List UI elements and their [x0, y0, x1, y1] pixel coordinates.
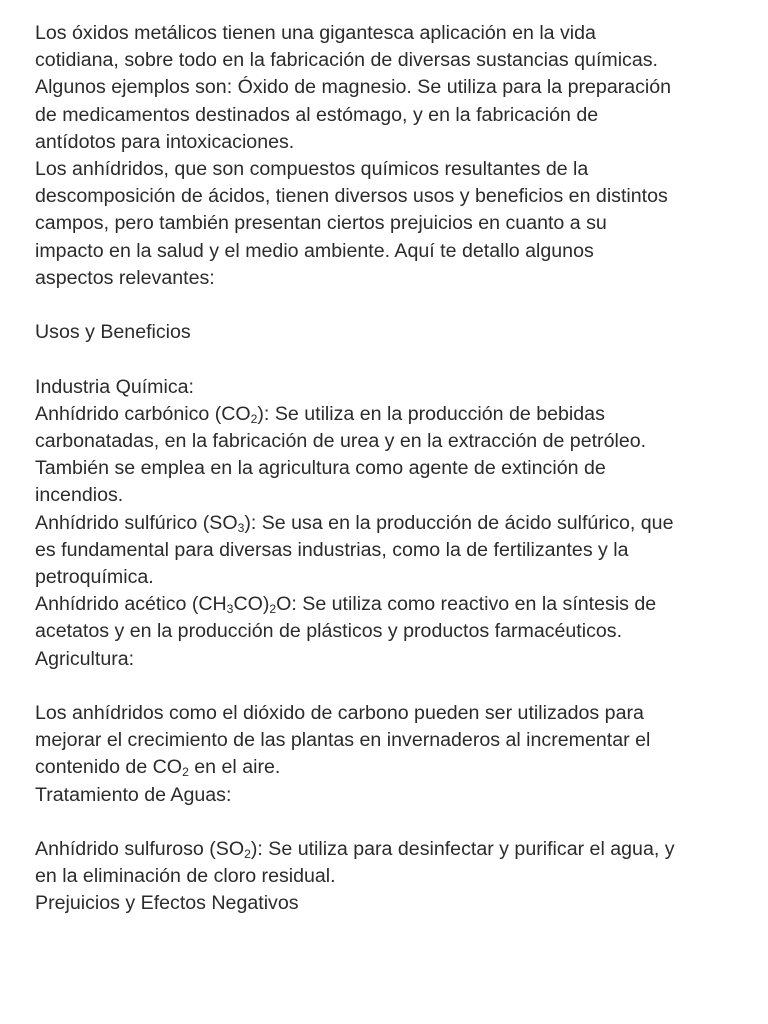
- blank-line: [35, 673, 744, 700]
- industry-heading: Industria Química:: [35, 375, 194, 398]
- intro-line: aspectos relevantes:: [35, 266, 215, 289]
- acetic-text-post: O: Se utiliza como reactivo en la síntesis de: [276, 593, 657, 616]
- intro-line: campos, pero también presentan ciertos prejuicios en cuanto a su: [35, 212, 607, 235]
- co2-line: [35, 401, 744, 428]
- acetic-subscript-2: 2: [269, 602, 277, 617]
- acetic-text-mid: CO): [233, 593, 270, 616]
- so3-subscript: 3: [237, 520, 245, 535]
- section-heading-uses: Usos y Beneficios: [35, 321, 191, 344]
- co2-continuation-line: También se emplea en la agricultura como agente de extinción de: [35, 457, 606, 480]
- agriculture-line: [35, 754, 744, 781]
- acetic-continuation-line: acetatos y en la producción de plásticos y productos farmacéuticos.: [35, 620, 623, 643]
- document-body: [35, 20, 744, 918]
- so3-text-post: ): Se usa en la producción de ácido sulfúrico, que: [244, 511, 674, 534]
- intro-line: Los anhídridos, que son compuestos químicos resultantes de la: [35, 158, 589, 181]
- so3-line: [35, 510, 744, 537]
- co2-subscript: 2: [250, 411, 258, 426]
- so2-line: [35, 836, 744, 863]
- agriculture-line: mejorar el crecimiento de las plantas en invernaderos al incrementar el: [35, 729, 651, 752]
- co2-continuation-line: carbonatadas, en la fabricación de urea y en la extracción de petróleo.: [35, 430, 647, 453]
- intro-line: Algunos ejemplos son: Óxido de magnesio. Se utiliza para la preparación: [35, 76, 672, 99]
- intro-line: Los óxidos metálicos tienen una gigantesca aplicación en la vida: [35, 22, 596, 44]
- intro-line: antídotos para intoxicaciones.: [35, 130, 295, 153]
- acetic-line: [35, 591, 744, 618]
- so3-continuation-line: es fundamental para diversas industrias, como la de fertilizantes y la: [35, 538, 629, 561]
- so3-text-pre: Anhídrido sulfúrico (SO: [35, 511, 238, 534]
- intro-line: impacto en la salud y el medio ambiente. Aquí te detallo algunos: [35, 239, 594, 262]
- so2-subscript: 2: [244, 847, 251, 862]
- blank-line: [35, 292, 744, 319]
- section-heading-negative: Prejuicios y Efectos Negativos: [35, 892, 299, 915]
- so2-continuation-line: en la eliminación de cloro residual.: [35, 865, 336, 888]
- blank-line: [35, 809, 744, 836]
- blank-line: [35, 346, 744, 373]
- so2-text-post: ): Se utiliza para desinfectar y purificar el agua, y: [250, 838, 675, 861]
- co2-continuation-line: incendios.: [35, 484, 124, 507]
- intro-line: descomposición de ácidos, tienen diversos usos y beneficios en distintos: [35, 185, 668, 208]
- so3-continuation-line: petroquímica.: [35, 566, 154, 589]
- agriculture-heading: Agricultura:: [35, 647, 135, 670]
- acetic-text-pre: Anhídrido acético (CH: [35, 593, 227, 616]
- agri-subscript: 2: [182, 765, 189, 780]
- agriculture-line: Los anhídridos como el dióxido de carbono pueden ser utilizados para: [35, 702, 644, 725]
- so2-text-pre: Anhídrido sulfuroso (SO: [35, 838, 245, 861]
- intro-line: cotidiana, sobre todo en la fabricación de diversas sustancias químicas.: [35, 49, 658, 72]
- agri-text-pre: contenido de CO: [35, 756, 183, 779]
- agri-text-post: en el aire.: [188, 756, 281, 779]
- intro-line: de medicamentos destinados al estómago, y en la fabricación de: [35, 103, 599, 126]
- co2-text-pre: Anhídrido carbónico (CO: [35, 402, 251, 425]
- water-heading: Tratamiento de Aguas:: [35, 783, 232, 806]
- co2-text-post: ): Se utiliza en la producción de bebidas: [257, 402, 605, 425]
- acetic-subscript-1: 3: [226, 602, 234, 617]
